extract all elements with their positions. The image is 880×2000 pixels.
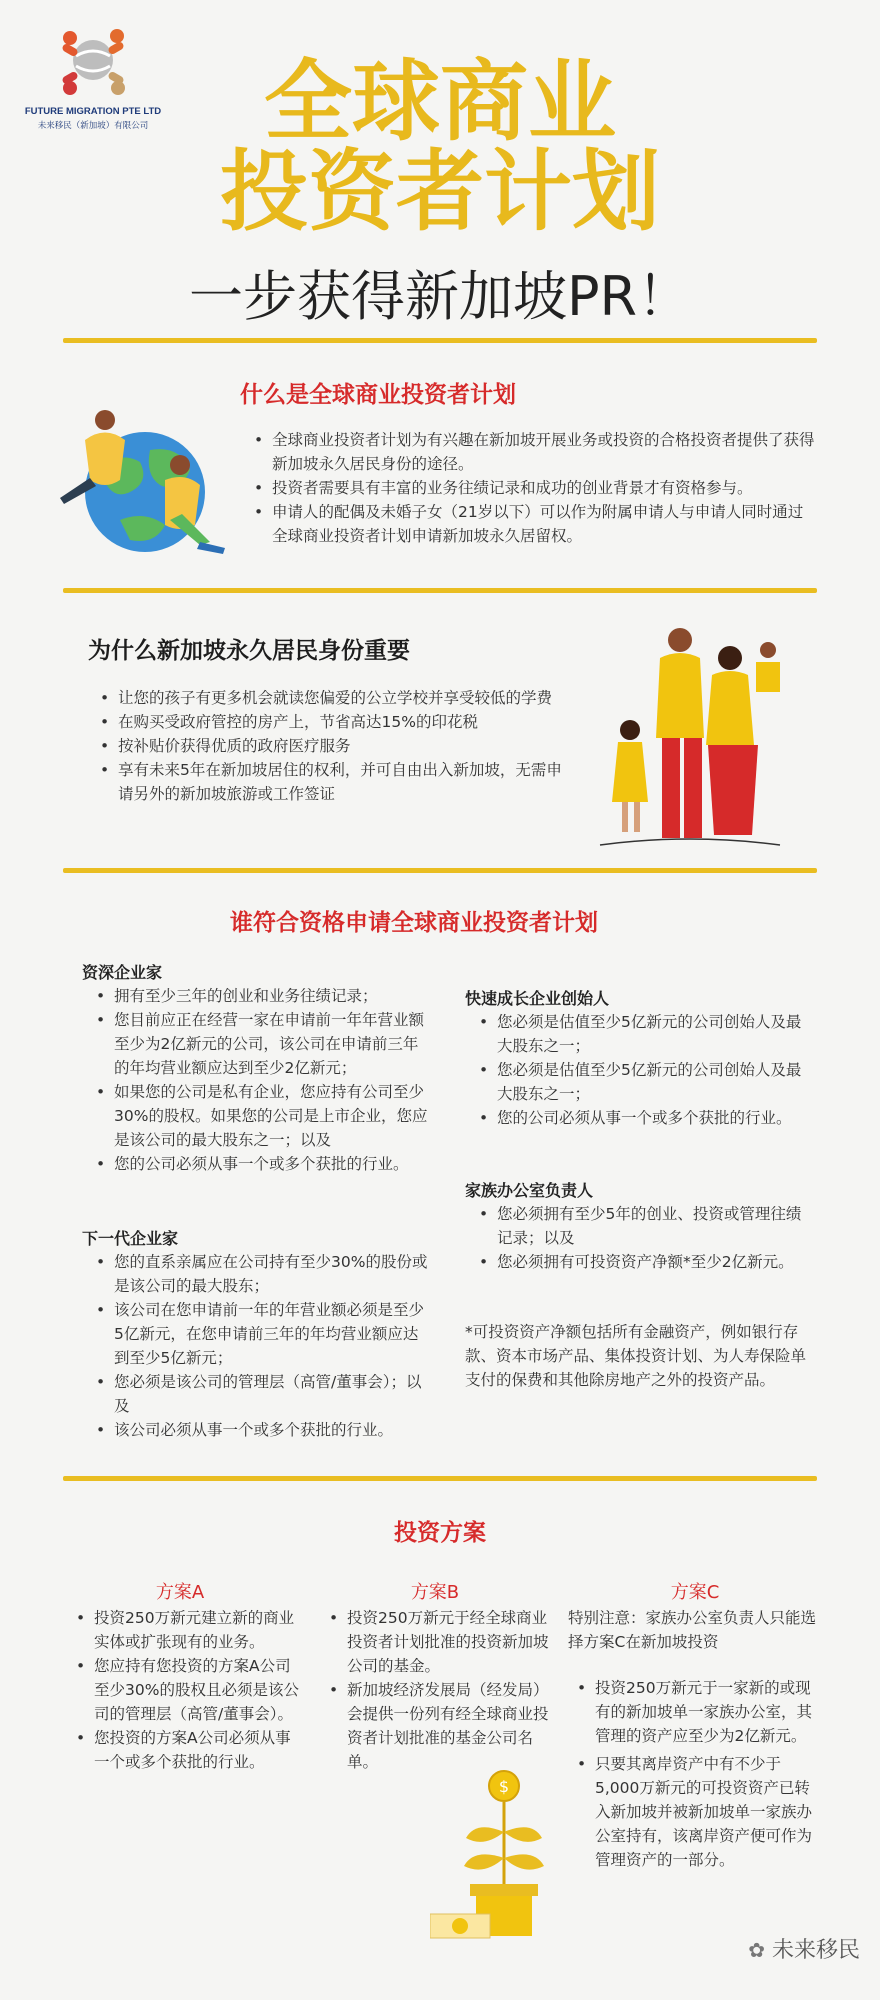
group-item: • 您必须是估值至少5亿新元的公司创始人及最大股东之一； [475, 1058, 815, 1106]
logo-company-en: FUTURE MIGRATION PTE LTD [24, 106, 162, 117]
group-item: • 您的公司必须从事一个或多个获批的行业。 [92, 1152, 432, 1176]
section3-heading: 谁符合资格申请全球商业投资者计划 [230, 910, 598, 936]
section2-item: • 享有未来5年在新加坡居住的权利，并可自由出入新加坡，无需申请另外的新加坡旅游或工作签证 [96, 758, 576, 806]
plan-item: • 新加坡经济发展局（经发局）会提供一份列有经全球商业投资者计划批准的基金公司名单。 [325, 1678, 550, 1774]
section1-item: • 投资者需要具有丰富的业务往绩记录和成功的创业背景才有资格参与。 [250, 476, 818, 500]
section2-list [96, 686, 576, 806]
group-item: • 您的公司必须从事一个或多个获批的行业。 [475, 1106, 815, 1130]
globe-people-illustration [50, 410, 240, 560]
logo-company-cn: 未来移民（新加坡）有限公司 [37, 120, 149, 130]
group-item: • 如果您的公司是私有企业，您应持有公司至少30%的股权。如果您的公司是上市企业，您应是该公司的最大股东之一；以及 [92, 1080, 432, 1152]
group-list-senior [92, 984, 432, 1176]
section3-footnote: *可投资资产净额包括所有金融资产，例如银行存款、资本市场产品、集体投资计划、为人寿保险单支付的保费和其他除房地产之外的投资产品。 [465, 1323, 807, 1389]
watermark-text: 未来移民 [771, 1938, 860, 1963]
plan-b-title: 方案B [410, 1582, 460, 1603]
divider-3 [63, 868, 817, 873]
subtitle: 一步获得新加坡PR！ [188, 265, 692, 328]
section2-item: • 让您的孩子有更多机会就读您偏爱的公立学校并享受较低的学费 [96, 686, 576, 710]
section1-item: • 全球商业投资者计划为有兴趣在新加坡开展业务或投资的合格投资者提供了获得新加坡永久居民身份的途径。 [250, 428, 818, 476]
group-item: • 该公司在您申请前一年的年营业额必须是至少5亿新元，在您申请前三年的年均营业额应达到至少5亿新元； [92, 1298, 432, 1370]
section2-item: • 按补贴价获得优质的政府医疗服务 [96, 734, 576, 758]
section2-heading: 为什么新加坡永久居民身份重要 [88, 638, 410, 664]
section1-list [250, 428, 818, 548]
plan-a-list [72, 1606, 302, 1774]
group-item: • 您必须是估值至少5亿新元的公司创始人及最大股东之一； [475, 1010, 815, 1058]
title-line2: 投资者计划 [219, 140, 660, 243]
group-title: 下一代企业家 [82, 1229, 179, 1248]
plan-item: • 您应持有您投资的方案A公司至少30%的股权且必须是该公司的管理层（高管/董事会）。 [72, 1654, 302, 1726]
divider-1 [63, 338, 817, 343]
section2-item: • 在购买受政府管控的房产上，节省高达15%的印花税 [96, 710, 576, 734]
group-item: • 该公司必须从事一个或多个获批的行业。 [92, 1418, 432, 1442]
plan-item: • 只要其离岸资产中有不少于5,000万新元的可投资资产已转入新加坡并被新加坡单一家族办公室持有，该离岸资产便可作为管理资产的一部分。 [573, 1752, 823, 1872]
section1-heading: 什么是全球商业投资者计划 [240, 382, 516, 408]
plan-a-title: 方案A [155, 1582, 205, 1603]
group-item: • 您的直系亲属应在公司持有至少30%的股份或是该公司的最大股东； [92, 1250, 432, 1298]
plan-c-list [573, 1676, 823, 1872]
section1-item: • 申请人的配偶及未婚子女（21岁以下）可以作为附属申请人与申请人同时通过全球商业投资者计划申请新加坡永久居留权。 [250, 500, 818, 548]
money-plant-illustration [430, 1768, 560, 1946]
plan-b-list [325, 1606, 550, 1774]
group-item: • 拥有至少三年的创业和业务往绩记录； [92, 984, 432, 1008]
group-item: • 您必须拥有至少5年的创业、投资或管理往绩记录；以及 [475, 1202, 815, 1250]
plan-c-title: 方案C [670, 1582, 720, 1603]
plan-item: • 投资250万新元建立新的商业实体或扩张现有的业务。 [72, 1606, 302, 1654]
title-line1: 全球商业 [263, 50, 616, 153]
group-title: 家族办公室负责人 [465, 1181, 594, 1200]
group-title: 资深企业家 [82, 963, 163, 982]
group-list-family-office [475, 1202, 815, 1274]
plan-c-note: 特别注意：家族办公室负责人只能选择方案C在新加坡投资 [568, 1609, 817, 1651]
watermark [748, 1933, 860, 1964]
plan-item: • 投资250万新元于经全球商业投资者计划批准的投资新加坡公司的基金。 [325, 1606, 550, 1678]
group-item: • 您必须拥有可投资资产净额*至少2亿新元。 [475, 1250, 815, 1274]
divider-2 [63, 588, 817, 593]
plan-item: • 您投资的方案A公司必须从事一个或多个获批的行业。 [72, 1726, 302, 1774]
family-illustration [590, 620, 790, 860]
group-item: • 您目前应正在经营一家在申请前一年年营业额至少为2亿新元的公司，该公司在申请前三年的年均营业额应达到至少2亿新元； [92, 1008, 432, 1080]
divider-4 [63, 1476, 817, 1481]
svg-text:$: $ [498, 1777, 510, 1796]
wechat-icon: ✿ [748, 1938, 765, 1962]
group-title: 快速成长企业创始人 [465, 989, 610, 1008]
group-list-nextgen [92, 1250, 432, 1442]
group-item: • 您必须是该公司的管理层（高管/董事会）；以及 [92, 1370, 432, 1418]
plan-item: • 投资250万新元于一家新的或现有的新加坡单一家族办公室，其管理的资产应至少为2亿新元。 [573, 1676, 823, 1748]
section4-heading: 投资方案 [394, 1520, 486, 1546]
group-list-founder [475, 1010, 815, 1130]
